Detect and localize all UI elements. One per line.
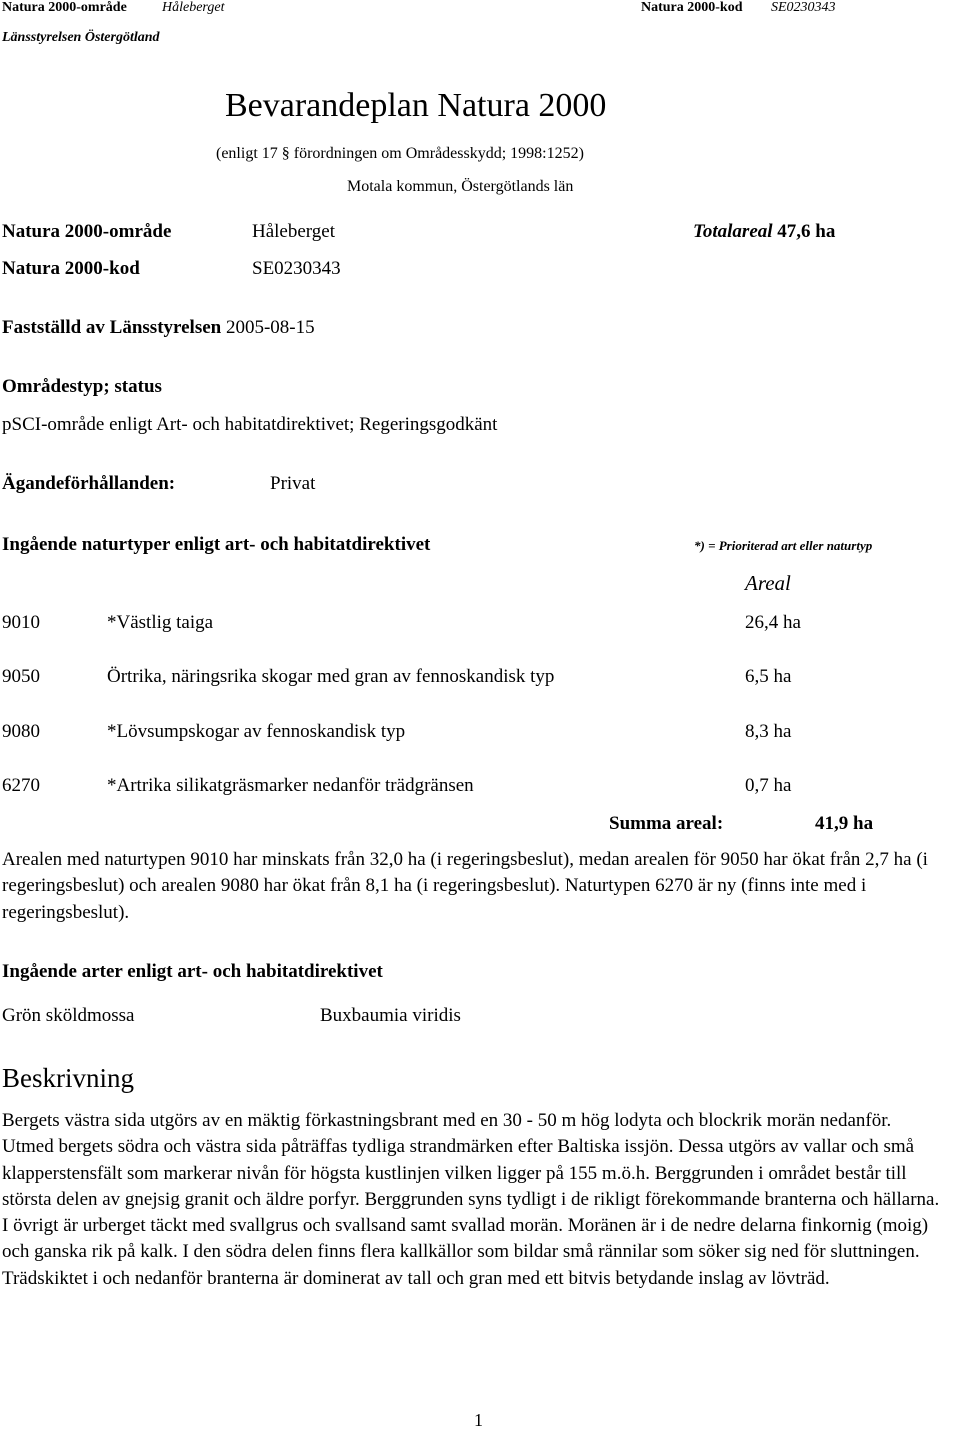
total-area — [693, 221, 835, 243]
established-label: Fastställd av Länsstyrelsen — [2, 317, 222, 338]
ownership-label: Ägandeförhållanden: — [2, 473, 176, 494]
description-heading: Beskrivning — [2, 1063, 134, 1093]
status-label: Områdestyp; status — [2, 376, 162, 397]
description-text: Bergets västra sida utgörs av en mäktig förkastningsbrant med en 30 - 50 m hög lodyta och blockrik morän nedanför. Utmed bergets södra och västra sida påträffas tydliga strandmärken efter Baltiska issjön. Dessa utgörs av vallar och små klapperstensfält som markerar nivån för högsta kustlinjen vilken ligger på 155 m.ö.h. Berggrunden i området består till största delen av gnejsig granit och äldre porfyr. Berggrunden syns tydligt i de rikligt förekommande branterna och hällarna. I övrigt är urberget täckt med svallgrus och svallsand samt svallad morän. Moränen är i de nedre delarna finkornig (moig) och ganska rik på kalk. I den södra delen finns flera kallkällor som bildar små rännilar som söker sig ned för sluttningen. Trädskiktet i och nedanför branterna är dominerat av tall och gran med ett bitvis betydande inslag av lövträd. — [2, 1110, 940, 1289]
header-site-type-label: Natura 2000-område — [2, 0, 127, 15]
habitat-code: 9010 — [2, 612, 40, 633]
habitat-code: 9080 — [2, 721, 40, 742]
established-date: 2005-08-15 — [225, 317, 315, 338]
total-area-label: Totalareal — [693, 221, 773, 242]
species-swedish-name: Grön sköldmossa — [2, 1005, 135, 1026]
habitat-change-note: Arealen med naturtypen 9010 har minskats från 32,0 ha (i regeringsbeslut), medan arealen för 9050 har ökat från 2,7 ha (i regeringsbeslut) och arealen 9080 har ökat från 8,1 ha (i regeringsbeslut). Naturtypen 6270 är ny (finns inte med i regeringsbeslut). — [2, 849, 928, 923]
habitat-name: *Västlig taiga — [107, 612, 214, 633]
habitat-name: *Artrika silikatgräsmarker nedanför trädgränsen — [107, 775, 474, 796]
species-latin-name: Buxbaumia viridis — [320, 1005, 461, 1026]
header-code-label: Natura 2000-kod — [641, 0, 743, 15]
site-value: Håleberget — [252, 221, 335, 242]
habitat-area: 8,3 ha — [745, 721, 792, 742]
header-code: SE0230343 — [771, 0, 836, 15]
page-title: Bevarandeplan Natura 2000 — [225, 87, 607, 124]
habitat-area: 0,7 ha — [745, 775, 792, 796]
priority-note: *) = Prioriterad art eller naturtyp — [694, 538, 873, 553]
habitat-name: *Lövsumpskogar av fennoskandisk typ — [107, 721, 406, 742]
page-number: 1 — [474, 1410, 483, 1430]
code-value: SE0230343 — [252, 258, 341, 279]
municipality: Motala kommun, Östergötlands län — [347, 178, 574, 195]
habitat-area: 26,4 ha — [745, 612, 801, 633]
site-label: Natura 2000-område — [2, 221, 172, 242]
header-site-name: Håleberget — [162, 0, 225, 15]
code-label: Natura 2000-kod — [2, 258, 140, 279]
total-area-value: 47,6 ha — [777, 221, 836, 242]
species-heading: Ingående arter enligt art- och habitatdirektivet — [2, 961, 383, 982]
established — [2, 317, 315, 339]
law-reference: (enligt 17 § förordningen om Områdesskydd; 1998:1252) — [216, 145, 584, 162]
ownership-value: Privat — [270, 473, 316, 494]
sum-value: 41,9 ha — [815, 813, 874, 834]
habitat-code: 9050 — [2, 666, 40, 687]
status-value: pSCI-område enligt Art- och habitatdirektivet; Regeringsgodkänt — [2, 414, 498, 435]
habitats-heading: Ingående naturtyper enligt art- och habitatdirektivet — [2, 534, 431, 555]
area-column-header: Areal — [745, 571, 791, 595]
habitat-area: 6,5 ha — [745, 666, 792, 687]
header-authority: Länsstyrelsen Östergötland — [2, 30, 160, 45]
habitat-code: 6270 — [2, 775, 40, 796]
sum-label: Summa areal: — [609, 813, 724, 834]
habitat-name: Örtrika, näringsrika skogar med gran av fennoskandisk typ — [107, 666, 555, 687]
